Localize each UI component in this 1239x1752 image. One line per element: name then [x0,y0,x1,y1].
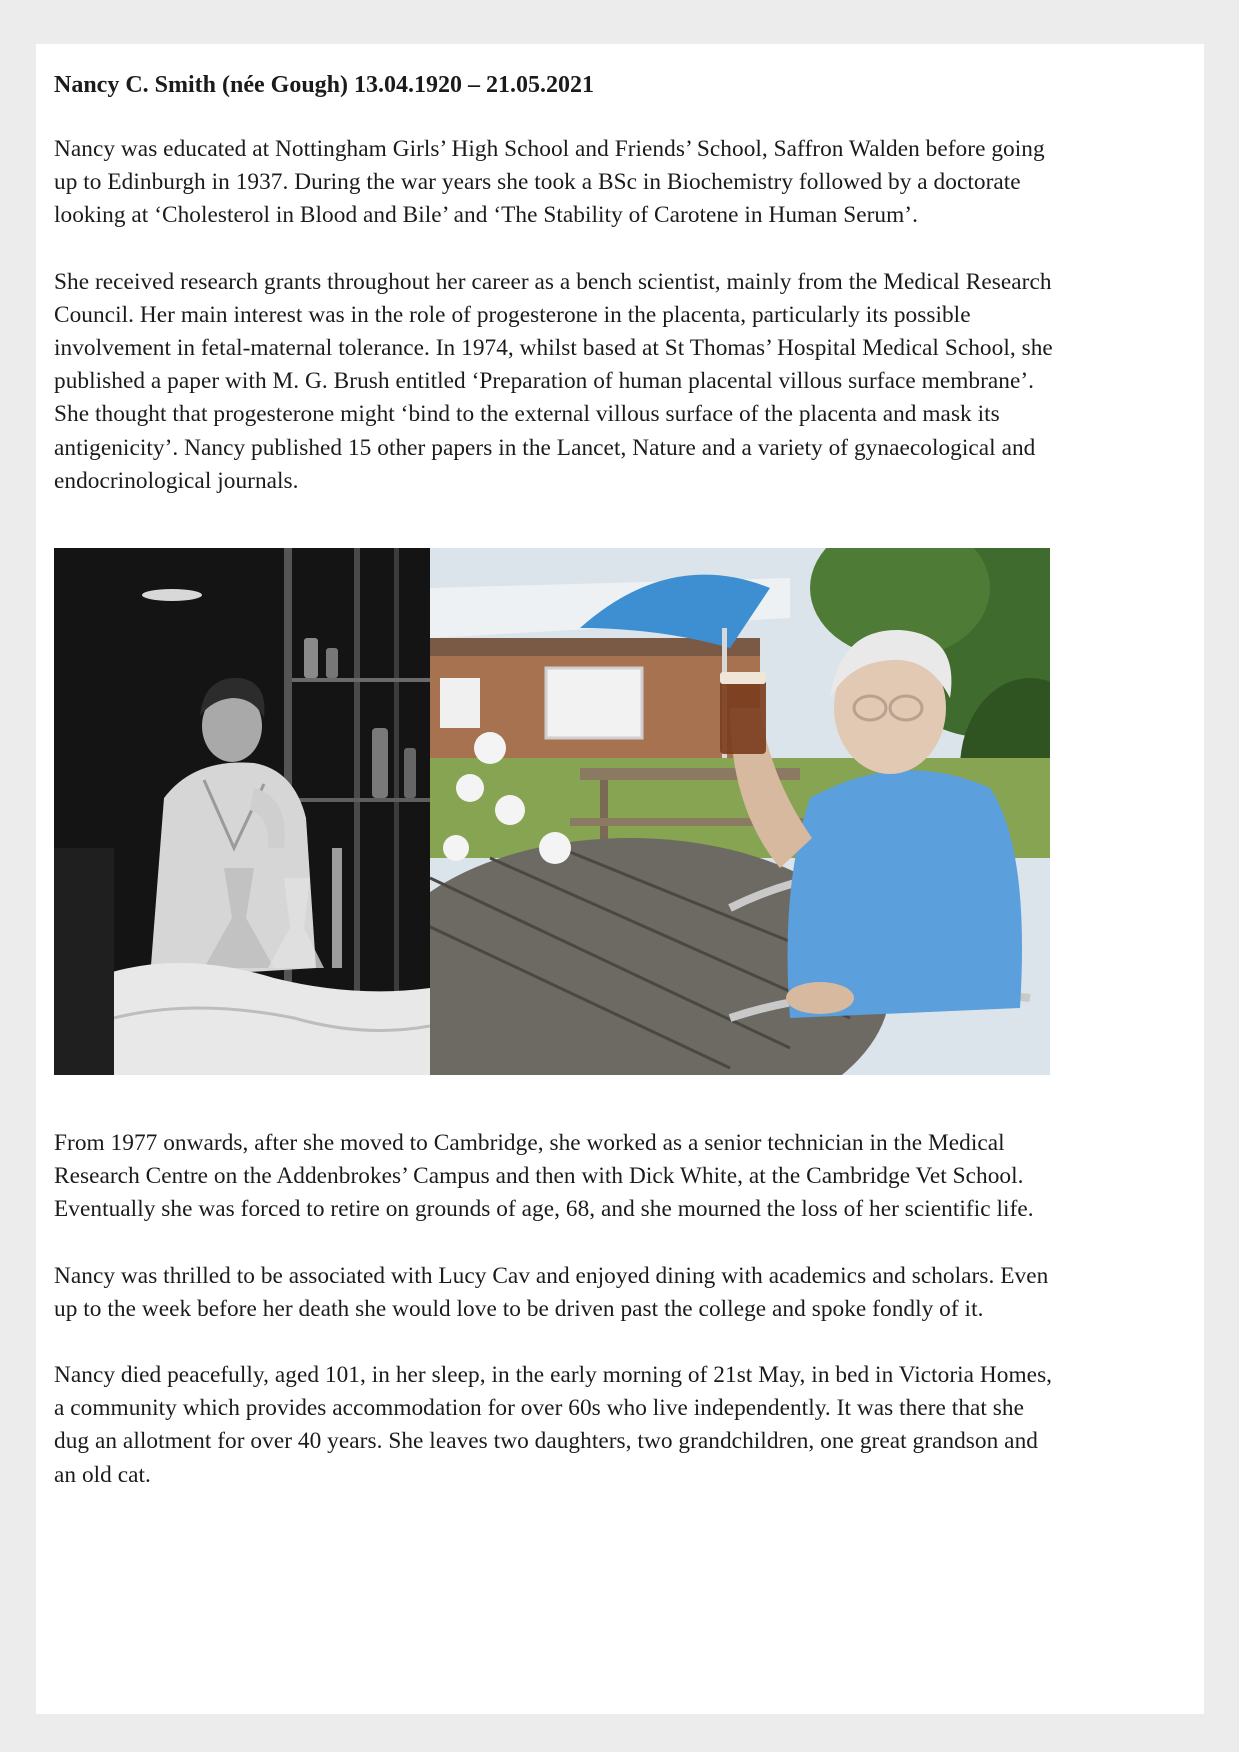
document-page [36,44,1204,1714]
paragraph-cambridge: From 1977 onwards, after she moved to Cambridge, she worked as a senior technician in the Medical Research Centre on the Addenbrokes’ Campus and then with Dick White, at the Cambridge Vet School. Eventually she was forced to retire on grounds of age, 68, and she mourned the loss of her scientific life. [54,1130,1034,1223]
garden-illustration [430,548,1050,1075]
garden-photo [430,548,1050,1075]
paragraph-death: Nancy died peacefully, aged 101, in her sleep, in the early morning of 21st May, in bed in Victoria Homes, a community which provides accommodation for over 60s who live independently. It was there that she dug an allotment for over 40 years. She leaves two daughters, two grandchildren, one great grandson and an old cat. [54,1362,1053,1488]
paragraph-research: She received research grants throughout her career as a bench scientist, mainly from the Medical Research Council. Her main interest was in the role of progesterone in the placenta, particularly its possible involvement in fetal-maternal tolerance. In 1974, whilst based at St Thomas’ Hospital Medical School, she published a paper with M. G. Brush entitled ‘Preparation of human placental villous surface membrane’. She thought that progesterone might ‘bind to the external villous surface of the placenta and mask its antigenicity’. Nancy published 15 other papers in the Lancet, Nature and a variety of gynaecological and endocrinological journals. [54,268,1053,494]
laboratory-photo [54,548,430,1075]
paragraph-lucy-cav: Nancy was thrilled to be associated with Lucy Cav and enjoyed dining with academics and scholars. Even up to the week before her death she would love to be driven past the college and spoke fondly of it. [54,1262,1049,1322]
obituary-content [54,70,1064,1492]
laboratory-illustration [54,548,430,1075]
paragraph-education: Nancy was educated at Nottingham Girls’ High School and Friends’ School, Saffron Walden before going up to Edinburgh in 1937. During the war years she took a BSc in Biochemistry followed by a doctorate looking at ‘Cholesterol in Blood and Bile’ and ‘The Stability of Carotene in Human Serum’. [54,136,1045,229]
photo-strip [54,548,1050,1075]
obituary-title: Nancy C. Smith (née Gough) 13.04.1920 – 21.05.2021 [54,72,595,98]
